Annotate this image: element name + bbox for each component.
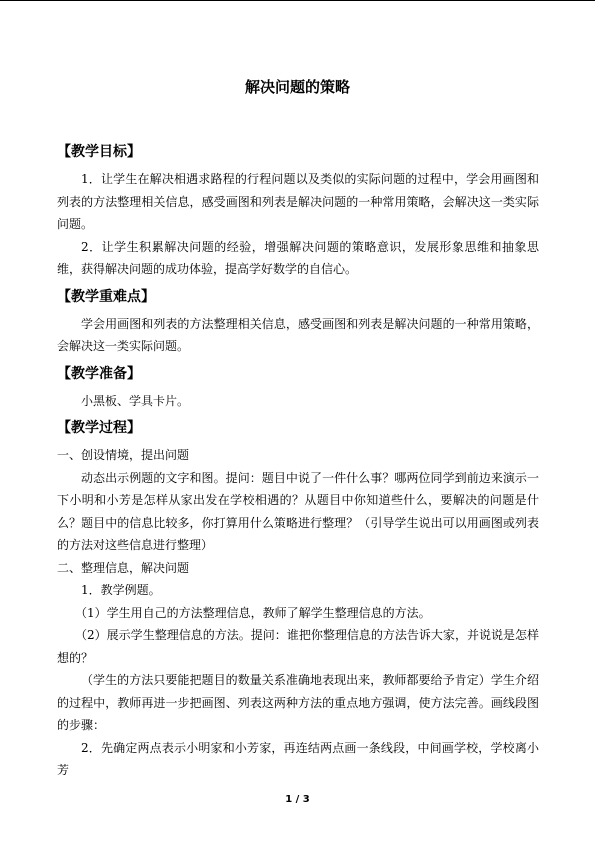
page-title: 解决问题的策略 bbox=[244, 78, 350, 96]
document-body bbox=[57, 142, 539, 782]
section-goals bbox=[57, 142, 539, 281]
section-heading-preparation: 【教学准备】 bbox=[57, 365, 141, 382]
section-heading-key-points: 【教学重难点】 bbox=[57, 288, 155, 305]
paragraph: 动态出示例题的文字和图。提问：题目中说了一件什么事？哪两位同学到前边来演示一下小明和小芳是怎样从家出发在学校相遇的？从题目中你知道些什么，要解决的问题是什么？题目中的信息比较多，你打算用什么策略进行整理？（引导学生说出可以用画图或列表的方法对这些信息进行整理） bbox=[57, 470, 539, 552]
top-rule bbox=[0, 0, 595, 1]
paragraph: （1）学生用自己的方法整理信息，教师了解学生整理信息的方法。 bbox=[75, 605, 431, 620]
paragraph: 学会用画图和列表的方法整理相关信息，感受画图和列表是解决问题的一种常用策略，会解决这一类实际问题。 bbox=[57, 316, 539, 353]
section-heading-process: 【教学过程】 bbox=[57, 420, 141, 436]
paragraph: 1．让学生在解决相遇求路程的行程问题以及类似的实际问题的过程中，学会用画图和列表的方法整理相关信息，感受画图和列表是解决问题的一种常用策略，会解决这一类实际问题。 bbox=[57, 172, 539, 231]
paragraph: 小黑板、学具卡片。 bbox=[81, 393, 190, 408]
page-number: 1 / 3 bbox=[285, 794, 310, 805]
paragraph: 2．让学生积累解决问题的经验，增强解决问题的策略意识，发展形象思维和抽象思维，获得解决问题的成功体验，提高学好数学的自信心。 bbox=[57, 239, 539, 276]
section-process bbox=[57, 418, 539, 782]
section-key-points bbox=[57, 287, 539, 358]
paragraph: 1．教学例题。 bbox=[81, 583, 161, 597]
paragraph: 2．先确定两点表示小明家和小芳家，再连结两点画一条线段，中间画学校，学校离小芳 bbox=[57, 740, 539, 777]
subheading: 一、创设情境，提出问题 bbox=[57, 448, 190, 462]
section-preparation bbox=[57, 364, 539, 413]
paragraph: （学生的方法只要能把题目的数量关系准确地表现出来，教师都要给予肯定）学生介绍的过程中，教师再进一步把画图、列表这两种方法的重点地方强调，使方法完善。画线段图的步骤： bbox=[57, 673, 539, 732]
section-heading-goals: 【教学目标】 bbox=[57, 144, 141, 160]
paragraph: （2）展示学生整理信息的方法。提问：谁把你整理信息的方法告诉大家，并说说是怎样想的？ bbox=[57, 628, 539, 665]
subheading: 二、整理信息，解决问题 bbox=[57, 560, 190, 575]
